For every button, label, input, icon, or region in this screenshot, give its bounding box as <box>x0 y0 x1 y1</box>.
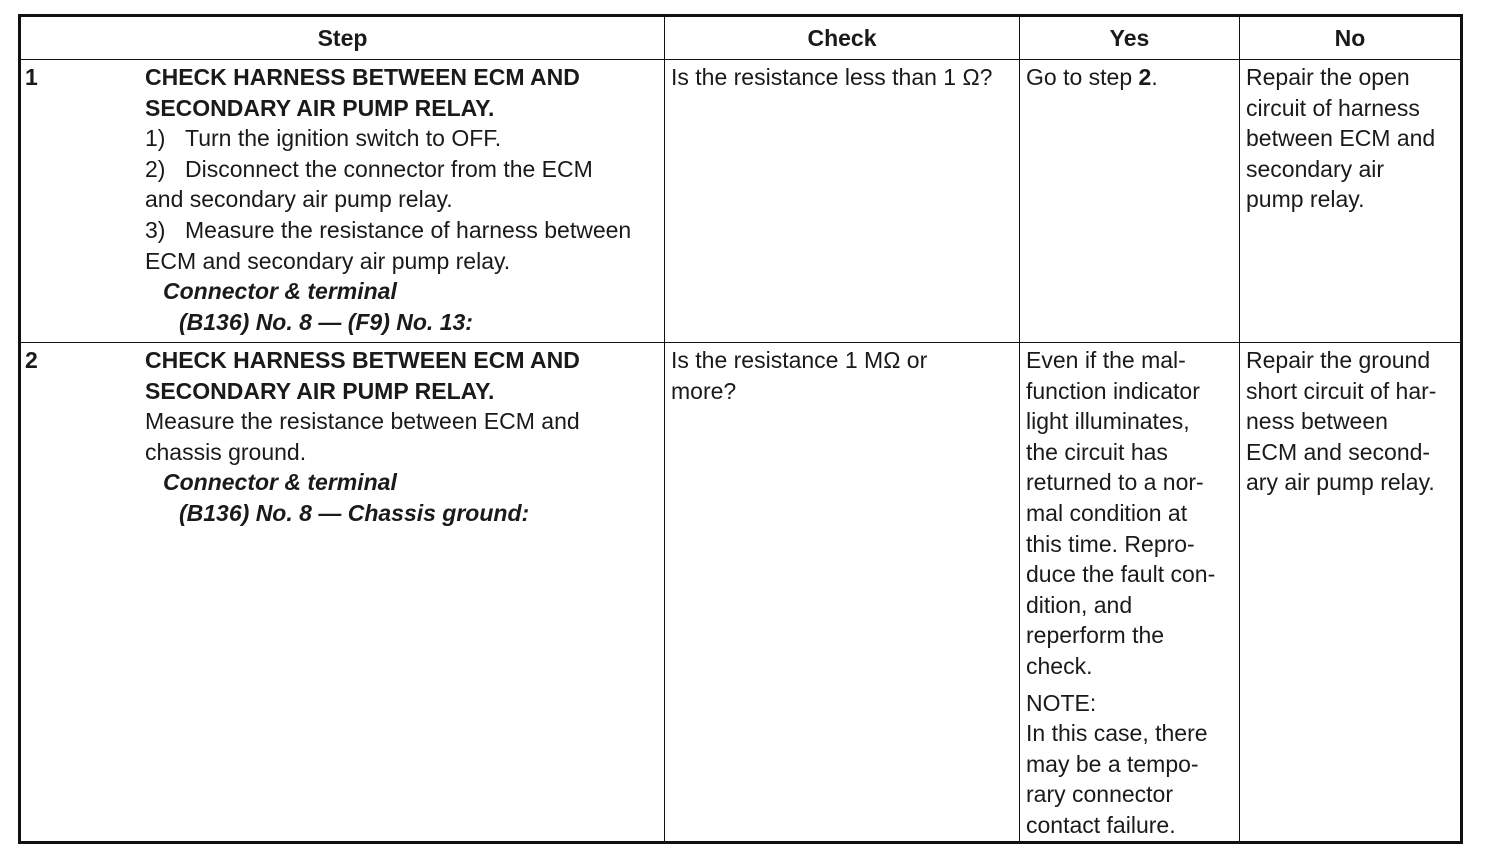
note-line: contact failure. <box>1026 811 1176 838</box>
step-cell <box>20 60 665 343</box>
no-line: secondary air <box>1246 155 1385 182</box>
step-title-line: CHECK HARNESS BETWEEN ECM AND <box>145 64 580 90</box>
no-line: short circuit of har- <box>1246 377 1437 404</box>
step-title-line: SECONDARY AIR PUMP RELAY. <box>145 377 495 404</box>
no-line: between ECM and <box>1246 125 1436 152</box>
yes-line: Even if the mal- <box>1026 347 1186 373</box>
procedure-text: Disconnect the connector from the ECM <box>185 155 593 182</box>
yes-line: duce the fault con- <box>1026 561 1216 588</box>
procedure-item <box>145 215 660 246</box>
check-line: Is the resistance 1 MΩ or <box>671 347 928 373</box>
no-line: ary air pump relay. <box>1246 469 1435 496</box>
yes-line: dition, and <box>1026 591 1133 618</box>
yes-line: check. <box>1026 652 1093 679</box>
no-line: circuit of harness <box>1246 94 1420 121</box>
yes-line: this time. Repro- <box>1026 530 1195 557</box>
yes-line: light illuminates, <box>1026 408 1190 435</box>
procedure-text: Measure the resistance of harness between <box>185 216 632 243</box>
body-line: Measure the resistance between ECM and <box>145 408 580 435</box>
table-row <box>20 60 1462 343</box>
header-row <box>20 16 1462 60</box>
step-title-line: SECONDARY AIR PUMP RELAY. <box>145 94 495 121</box>
no-cell <box>1240 343 1462 843</box>
note-line: may be a tempo- <box>1026 750 1199 777</box>
header-check: Check <box>665 16 1020 60</box>
procedure-continuation: ECM and secondary air pump relay. <box>145 247 511 274</box>
yes-prefix: Go to step <box>1026 64 1139 90</box>
connector-value: (B136) No. 8 — (F9) No. 13: <box>179 308 473 335</box>
check-cell <box>665 60 1020 343</box>
check-cell <box>665 343 1020 843</box>
yes-cell <box>1020 343 1240 843</box>
step-number: 2 <box>25 347 38 373</box>
yes-line: returned to a nor- <box>1026 469 1204 496</box>
yes-line: mal condition at <box>1026 499 1188 526</box>
header-no: No <box>1240 16 1462 60</box>
procedure-number: 3) <box>145 216 166 243</box>
yes-line: the circuit has <box>1026 438 1168 465</box>
step-cell <box>20 343 665 843</box>
note-label: NOTE: <box>1026 689 1097 716</box>
check-text: Is the resistance less than 1 Ω? <box>671 64 993 90</box>
no-line: pump relay. <box>1246 186 1365 213</box>
yes-line: reperform the <box>1026 622 1165 649</box>
connector-label: Connector & terminal <box>163 469 397 496</box>
connector-label: Connector & terminal <box>163 278 397 305</box>
note-line: rary connector <box>1026 781 1174 808</box>
no-cell <box>1240 60 1462 343</box>
procedure-text: Turn the ignition switch to OFF. <box>185 125 502 152</box>
procedure-item <box>145 123 660 154</box>
no-line: ECM and second- <box>1246 438 1431 465</box>
diagnostic-table <box>18 14 1463 844</box>
procedure-item <box>145 154 660 185</box>
header-step: Step <box>20 16 665 60</box>
no-line: Repair the open <box>1246 64 1410 90</box>
note-line: In this case, there <box>1026 720 1208 747</box>
yes-line: function indicator <box>1026 377 1200 404</box>
yes-cell <box>1020 60 1240 343</box>
procedure-continuation: and secondary air pump relay. <box>145 186 453 213</box>
connector-value: (B136) No. 8 — Chassis ground: <box>179 499 530 526</box>
procedure-number: 2) <box>145 155 166 182</box>
yes-text <box>1026 62 1233 93</box>
check-line: more? <box>671 377 737 404</box>
step-title-line: CHECK HARNESS BETWEEN ECM AND <box>145 347 580 373</box>
yes-step-link: 2 <box>1138 64 1152 90</box>
procedure-number: 1) <box>145 125 166 152</box>
step-number: 1 <box>25 64 38 90</box>
yes-suffix: . <box>1151 64 1158 90</box>
no-line: ness between <box>1246 408 1388 435</box>
body-line: chassis ground. <box>145 438 307 465</box>
no-line: Repair the ground <box>1246 347 1431 373</box>
table-row <box>20 343 1462 843</box>
header-yes: Yes <box>1020 16 1240 60</box>
